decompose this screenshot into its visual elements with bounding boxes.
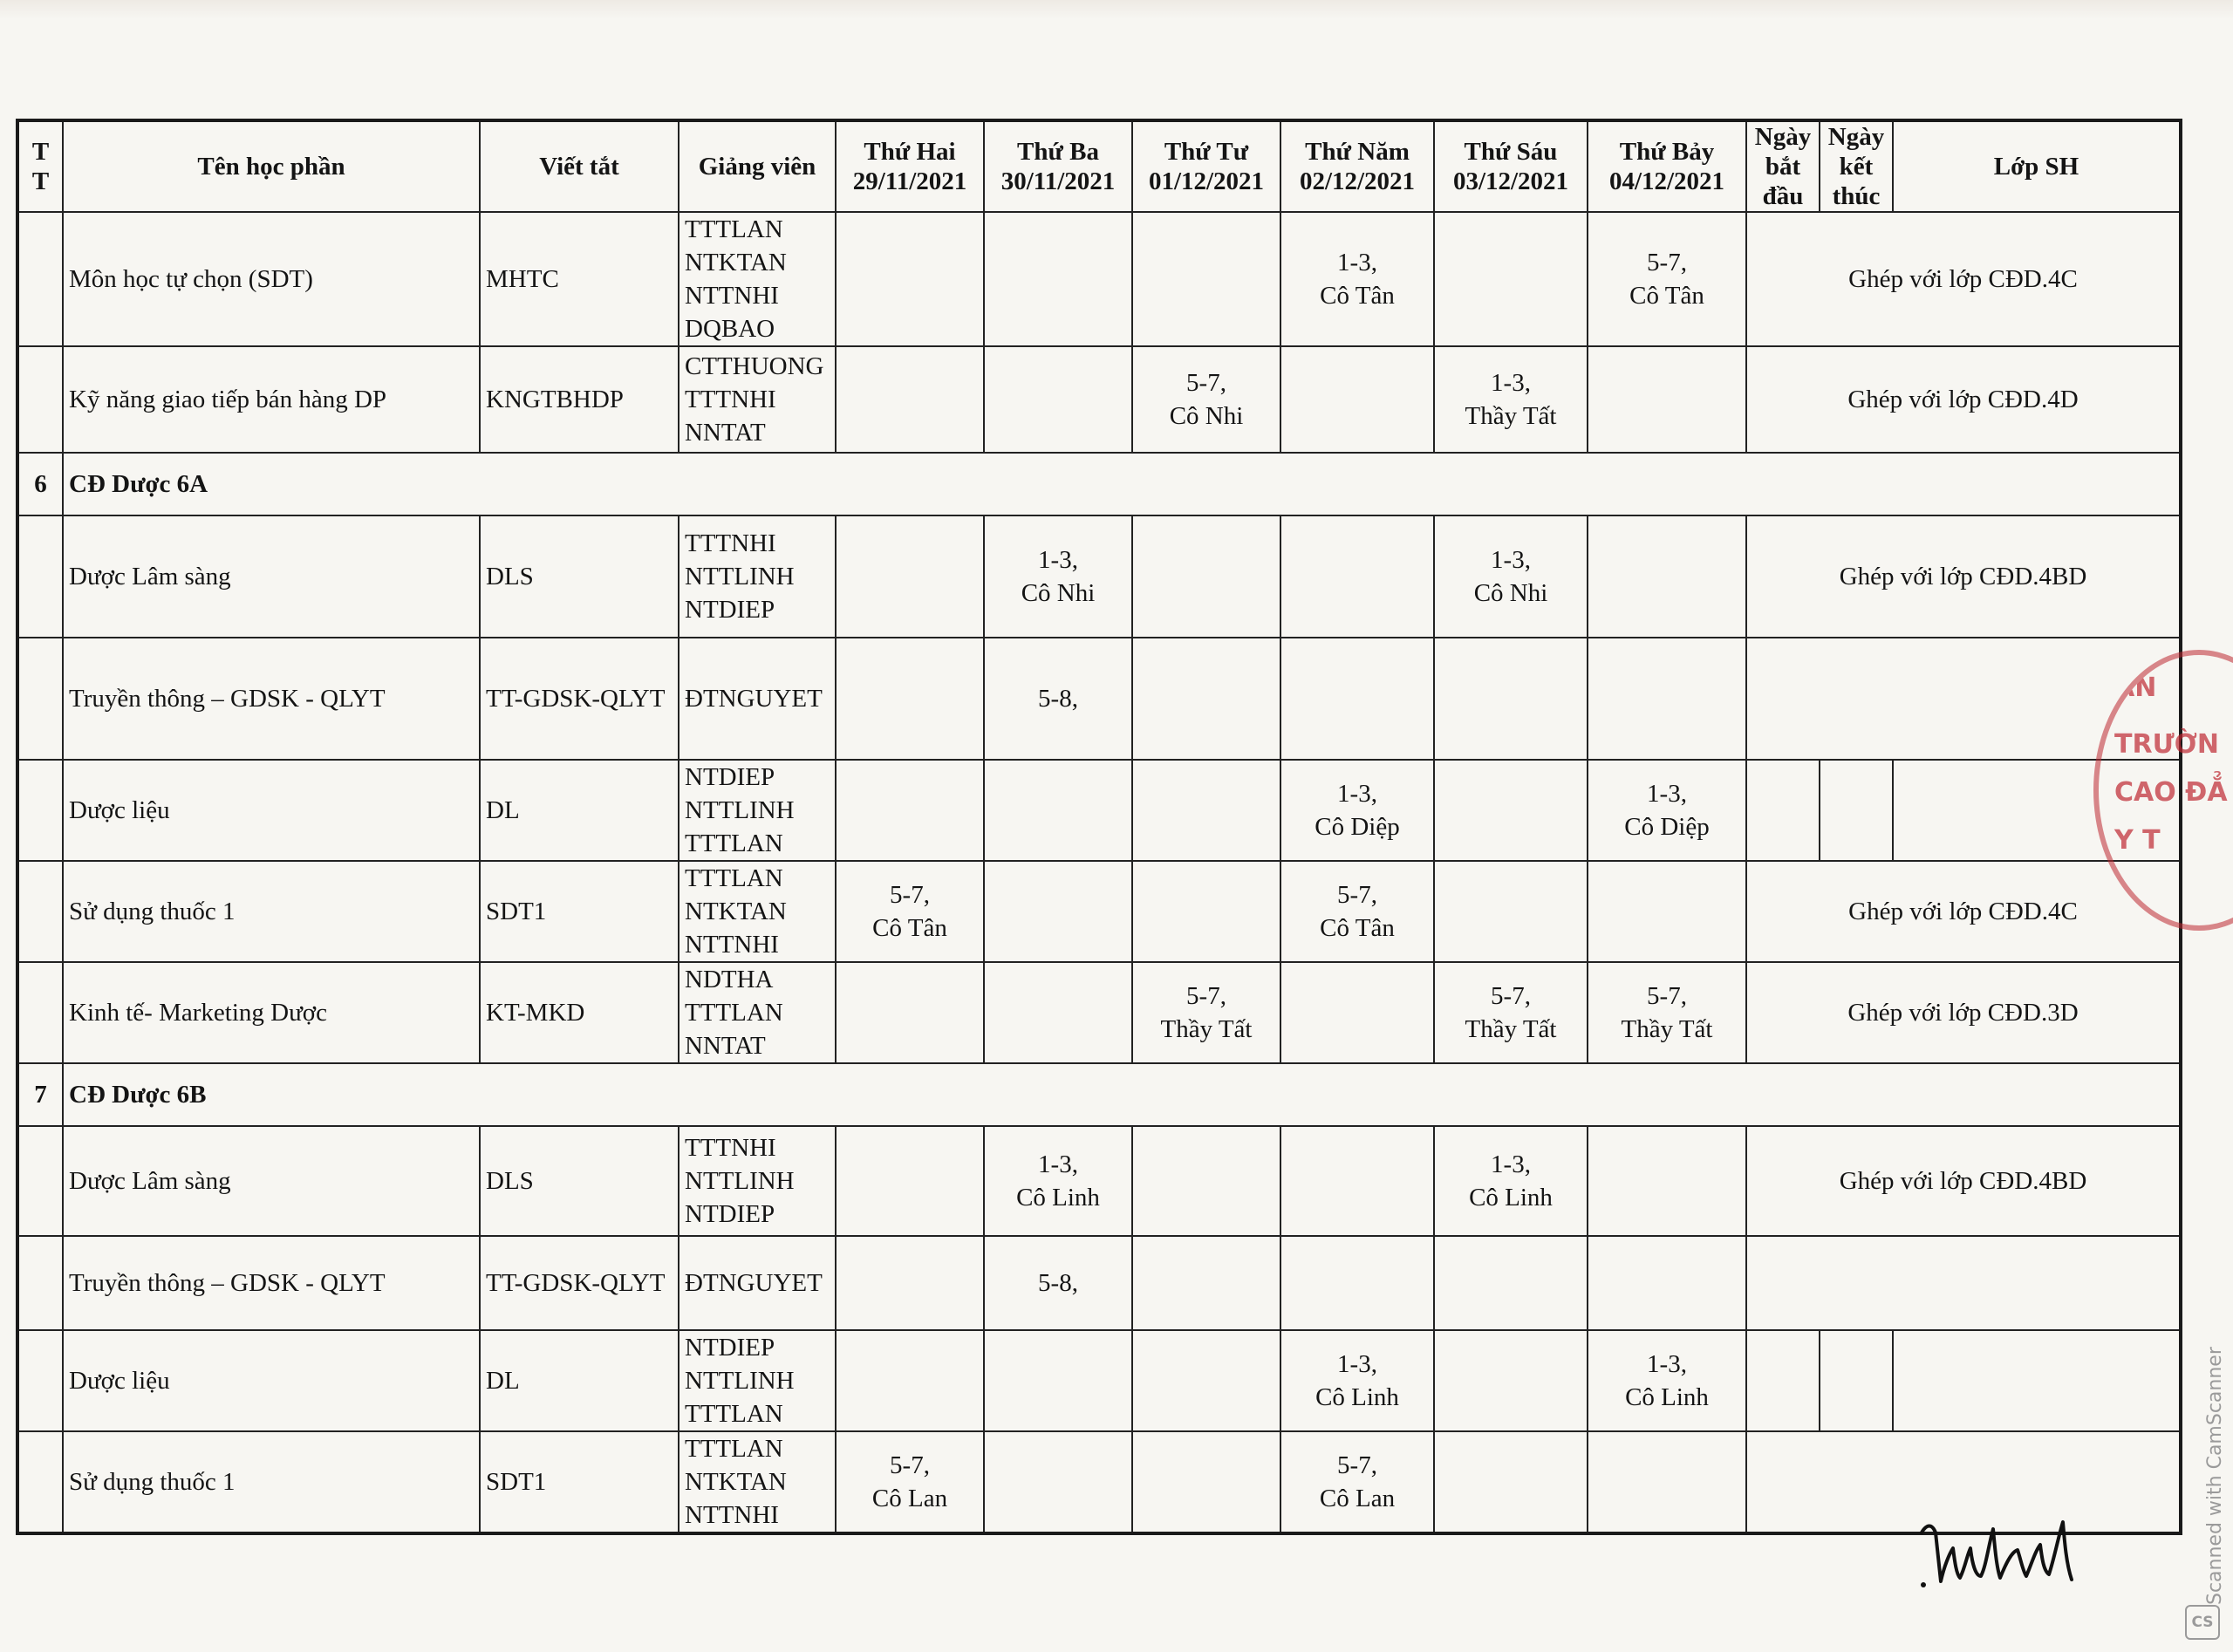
- start-date-cell: [1746, 1330, 1820, 1431]
- slot-fri: 1-3, Thầy Tất: [1434, 346, 1588, 453]
- slot-wed: [1132, 1236, 1280, 1330]
- row-number: [17, 638, 63, 760]
- slot-tue: [984, 861, 1132, 962]
- start-date-cell: [1746, 760, 1820, 861]
- course-name: Truyền thông – GDSK - QLYT: [63, 638, 480, 760]
- header-day-fri: Thứ Sáu 03/12/2021: [1434, 120, 1588, 212]
- course-abbr: TT-GDSK-QLYT: [480, 1236, 679, 1330]
- header-course-name: Tên học phần: [63, 120, 480, 212]
- header-class-group: Lớp SH: [1893, 120, 2181, 212]
- slot-sat: [1588, 638, 1746, 760]
- slot-sat: [1588, 346, 1746, 453]
- slot-tue: [984, 1431, 1132, 1533]
- slot-fri: [1434, 212, 1588, 346]
- course-lecturers: NTDIEP NTTLINH TTTLAN: [679, 1330, 836, 1431]
- slot-sat: [1588, 1236, 1746, 1330]
- course-abbr: MHTC: [480, 212, 679, 346]
- class-note: Ghép với lớp CĐD.4C: [1746, 861, 2181, 962]
- course-name: Dược Lâm sàng: [63, 515, 480, 638]
- slot-wed: [1132, 861, 1280, 962]
- course-lecturers: TTTNHI NTTLINH NTDIEP: [679, 1126, 836, 1236]
- row-number: [17, 760, 63, 861]
- slot-thu: [1280, 1126, 1434, 1236]
- slot-sat: 5-7, Thầy Tất: [1588, 962, 1746, 1063]
- slot-fri: 5-7, Thầy Tất: [1434, 962, 1588, 1063]
- course-abbr: DLS: [480, 515, 679, 638]
- course-abbr: KNGTBHDP: [480, 346, 679, 453]
- signature: [1915, 1513, 2133, 1592]
- header-day-tue: Thứ Ba 30/11/2021: [984, 120, 1132, 212]
- slot-tue: 1-3, Cô Nhi: [984, 515, 1132, 638]
- row-number: [17, 1126, 63, 1236]
- end-date-cell: [1820, 1330, 1893, 1431]
- slot-tue: 5-8,: [984, 638, 1132, 760]
- course-name: Kỹ năng giao tiếp bán hàng DP: [63, 346, 480, 453]
- slot-fri: [1434, 1431, 1588, 1533]
- slot-wed: 5-7, Thầy Tất: [1132, 962, 1280, 1063]
- header-day-mon: Thứ Hai 29/11/2021: [836, 120, 984, 212]
- timetable: [16, 119, 2182, 1535]
- slot-wed: [1132, 1126, 1280, 1236]
- camscanner-logo-icon: CS: [2185, 1605, 2220, 1640]
- course-abbr: DLS: [480, 1126, 679, 1236]
- table-row: [17, 962, 2181, 1063]
- table-row: [17, 1126, 2181, 1236]
- course-lecturers: TTTLAN NTKTAN NTTNHI: [679, 861, 836, 962]
- group-number: 7: [17, 1063, 63, 1126]
- slot-sat: [1588, 1126, 1746, 1236]
- slot-wed: [1132, 1431, 1280, 1533]
- class-note: Ghép với lớp CĐD.4BD: [1746, 1126, 2181, 1236]
- table-row: [17, 1236, 2181, 1330]
- slot-mon: [836, 962, 984, 1063]
- slot-tue: [984, 760, 1132, 861]
- header-day-wed: Thứ Tư 01/12/2021: [1132, 120, 1280, 212]
- slot-thu: [1280, 515, 1434, 638]
- slot-tue: [984, 1330, 1132, 1431]
- table-row: [17, 346, 2181, 453]
- course-lecturers: TTTLAN NTKTAN NTTNHI: [679, 1431, 836, 1533]
- course-abbr: DL: [480, 760, 679, 861]
- slot-sat: [1588, 1431, 1746, 1533]
- row-number: [17, 1236, 63, 1330]
- slot-tue: 5-8,: [984, 1236, 1132, 1330]
- slot-thu: 1-3, Cô Tân: [1280, 212, 1434, 346]
- slot-mon: [836, 1330, 984, 1431]
- school-stamp: ẤN TRƯỜN CAO ĐẲ Y T: [2093, 650, 2233, 931]
- course-name: Dược Lâm sàng: [63, 1126, 480, 1236]
- slot-tue: [984, 212, 1132, 346]
- course-lecturers: ĐTNGUYET: [679, 638, 836, 760]
- slot-mon: [836, 1126, 984, 1236]
- course-name: Sử dụng thuốc 1: [63, 861, 480, 962]
- slot-sat: 1-3, Cô Linh: [1588, 1330, 1746, 1431]
- course-lecturers: TTTNHI NTTLINH NTDIEP: [679, 515, 836, 638]
- slot-mon: [836, 638, 984, 760]
- camscanner-watermark: Scanned with CamScanner CS: [2185, 1308, 2223, 1614]
- group-row: [17, 453, 2181, 515]
- slot-thu: 1-3, Cô Diệp: [1280, 760, 1434, 861]
- row-number: [17, 861, 63, 962]
- slot-mon: [836, 760, 984, 861]
- slot-fri: 1-3, Cô Linh: [1434, 1126, 1588, 1236]
- course-name: Môn học tự chọn (SDT): [63, 212, 480, 346]
- group-row: [17, 1063, 2181, 1126]
- course-lecturers: CTTHUONG TTTNHI NNTAT: [679, 346, 836, 453]
- slot-thu: [1280, 962, 1434, 1063]
- slot-tue: [984, 962, 1132, 1063]
- course-name: Kinh tế- Marketing Dược: [63, 962, 480, 1063]
- slot-wed: 5-7, Cô Nhi: [1132, 346, 1280, 453]
- class-note: [1893, 1330, 2181, 1431]
- slot-sat: [1588, 515, 1746, 638]
- slot-fri: [1434, 861, 1588, 962]
- header-day-sat: Thứ Bảy 04/12/2021: [1588, 120, 1746, 212]
- course-abbr: DL: [480, 1330, 679, 1431]
- slot-sat: 1-3, Cô Diệp: [1588, 760, 1746, 861]
- slot-tue: 1-3, Cô Linh: [984, 1126, 1132, 1236]
- slot-sat: [1588, 861, 1746, 962]
- slot-wed: [1132, 1330, 1280, 1431]
- course-lecturers: NTDIEP NTTLINH TTTLAN: [679, 760, 836, 861]
- row-number: [17, 346, 63, 453]
- table-row: [17, 515, 2181, 638]
- slot-thu: [1280, 638, 1434, 760]
- slot-mon: [836, 212, 984, 346]
- header-abbreviation: Viết tắt: [480, 120, 679, 212]
- slot-fri: [1434, 1236, 1588, 1330]
- course-lecturers: TTTLAN NTKTAN NTTNHI DQBAO: [679, 212, 836, 346]
- slot-fri: [1434, 760, 1588, 861]
- slot-fri: [1434, 1330, 1588, 1431]
- class-note: Ghép với lớp CĐD.4C: [1746, 212, 2181, 346]
- course-lecturers: NDTHA TTTLAN NNTAT: [679, 962, 836, 1063]
- row-number: [17, 962, 63, 1063]
- page-top-edge: [0, 0, 2233, 19]
- slot-mon: 5-7, Cô Lan: [836, 1431, 984, 1533]
- timetable-container: [16, 119, 2161, 1535]
- course-abbr: SDT1: [480, 1431, 679, 1533]
- row-number: [17, 515, 63, 638]
- header-end-date: Ngày kết thúc: [1820, 120, 1893, 212]
- class-note: Ghép với lớp CĐD.4BD: [1746, 515, 2181, 638]
- table-row: [17, 212, 2181, 346]
- slot-wed: [1132, 638, 1280, 760]
- course-lecturers: ĐTNGUYET: [679, 1236, 836, 1330]
- row-number: [17, 1431, 63, 1533]
- group-title: CĐ Dược 6B: [63, 1063, 2181, 1126]
- table-row: [17, 1330, 2181, 1431]
- slot-thu: 5-7, Cô Lan: [1280, 1431, 1434, 1533]
- row-number: [17, 212, 63, 346]
- header-day-thu: Thứ Năm 02/12/2021: [1280, 120, 1434, 212]
- group-number: 6: [17, 453, 63, 515]
- slot-mon: 5-7, Cô Tân: [836, 861, 984, 962]
- slot-mon: [836, 1236, 984, 1330]
- course-abbr: KT-MKD: [480, 962, 679, 1063]
- header-lecturer: Giảng viên: [679, 120, 836, 212]
- course-abbr: TT-GDSK-QLYT: [480, 638, 679, 760]
- header-start-date: Ngày bắt đầu: [1746, 120, 1820, 212]
- class-note: Ghép với lớp CĐD.4D: [1746, 346, 2181, 453]
- table-row: [17, 760, 2181, 861]
- row-number: [17, 1330, 63, 1431]
- slot-sat: 5-7, Cô Tân: [1588, 212, 1746, 346]
- slot-thu: 1-3, Cô Linh: [1280, 1330, 1434, 1431]
- course-abbr: SDT1: [480, 861, 679, 962]
- table-row: [17, 861, 2181, 962]
- end-date-cell: [1820, 760, 1893, 861]
- slot-thu: 5-7, Cô Tân: [1280, 861, 1434, 962]
- slot-tue: [984, 346, 1132, 453]
- slot-mon: [836, 515, 984, 638]
- slot-thu: [1280, 1236, 1434, 1330]
- slot-wed: [1132, 760, 1280, 861]
- table-row: [17, 1431, 2181, 1533]
- header-tt: T T: [17, 120, 63, 212]
- slot-fri: 1-3, Cô Nhi: [1434, 515, 1588, 638]
- slot-wed: [1132, 212, 1280, 346]
- course-name: Sử dụng thuốc 1: [63, 1431, 480, 1533]
- course-name: Truyền thông – GDSK - QLYT: [63, 1236, 480, 1330]
- course-name: Dược liệu: [63, 760, 480, 861]
- slot-fri: [1434, 638, 1588, 760]
- class-note: [1746, 1236, 2181, 1330]
- group-title: CĐ Dược 6A: [63, 453, 2181, 515]
- class-note: Ghép với lớp CĐD.3D: [1746, 962, 2181, 1063]
- course-name: Dược liệu: [63, 1330, 480, 1431]
- slot-thu: [1280, 346, 1434, 453]
- table-row: [17, 638, 2181, 760]
- slot-mon: [836, 346, 984, 453]
- header-row: [17, 120, 2181, 212]
- slot-wed: [1132, 515, 1280, 638]
